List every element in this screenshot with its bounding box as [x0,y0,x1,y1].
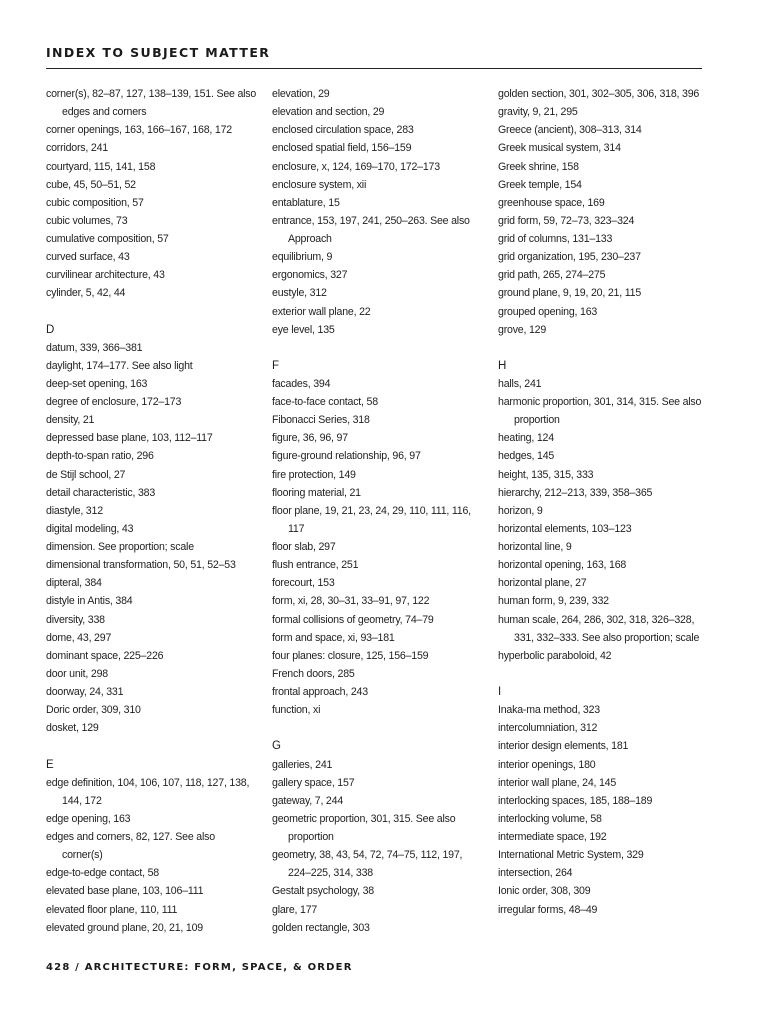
index-entry: cylinder, 5, 42, 44 [46,287,126,300]
index-entry: edge opening, 163 [46,812,131,825]
index-entry: four planes: closure, 125, 156–159 [272,649,429,662]
index-entry: edges and corners, 82, 127. See also corner(s) [46,831,215,862]
index-entry: curvilinear architecture, 43 [46,269,165,282]
index-entry: grid of columns, 131–133 [498,233,613,245]
index-entry: diversity, 338 [46,613,105,626]
index-entry: horizontal plane, 27 [498,577,587,590]
section-gap [272,339,484,357]
index-entry: elevation and section, 29 [272,106,385,119]
index-column-3 [498,85,710,919]
index-entry: grouped opening, 163 [498,305,598,318]
index-entry: heating, 124 [498,432,554,445]
index-entry: door unit, 298 [46,667,108,680]
index-entry: depressed base plane, 103, 112–117 [46,432,213,445]
index-entry: frontal approach, 243 [272,686,368,699]
section-gap [46,303,258,321]
page-header [46,44,702,69]
section-letter: G [272,740,281,753]
index-entry: flush entrance, 251 [272,559,359,572]
index-entry: hyperbolic paraboloid, 42 [498,649,612,662]
section-gap [46,737,258,755]
index-entry: geometry, 38, 43, 54, 72, 74–75, 112, 197, 224–225, 314, 338 [272,849,463,880]
index-entry: International Metric System, 329 [498,849,644,862]
index-column-2 [272,85,484,937]
index-entry: hierarchy, 212–213, 339, 358–365 [498,486,653,499]
index-entry: grid form, 59, 72–73, 323–324 [498,214,635,227]
index-entry: Greek shrine, 158 [498,160,579,173]
index-entry: gallery space, 157 [272,776,355,789]
index-entry: eye level, 135 [272,323,335,336]
index-entry: fire protection, 149 [272,468,356,481]
index-entry: French doors, 285 [272,667,355,680]
index-entry: cube, 45, 50–51, 52 [46,178,136,191]
index-entry: greenhouse space, 169 [498,196,605,209]
index-entry: grid path, 265, 274–275 [498,269,606,282]
index-entry: floor plane, 19, 21, 23, 24, 29, 110, 111, 116, 117 [272,504,471,535]
index-entry: hedges, 145 [498,450,555,463]
index-entry: enclosed circulation space, 283 [272,124,414,137]
index-entry: human scale, 264, 286, 302, 318, 326–328, 331, 332–333. See also proportion; scale [498,613,700,644]
index-entry: intermediate space, 192 [498,831,607,844]
index-entry: horizon, 9 [498,504,543,517]
index-entry: digital modeling, 43 [46,522,134,535]
index-entry: edge-to-edge contact, 58 [46,867,159,880]
index-entry: forecourt, 153 [272,577,335,590]
index-entry: equilibrium, 9 [272,251,333,264]
index-entry: geometric proportion, 301, 315. See also proportion [272,812,456,844]
index-entry: golden rectangle, 303 [272,921,370,934]
index-entry: density, 21 [46,414,95,427]
index-entry: gravity, 9, 21, 295 [498,106,578,119]
index-entry: figure-ground relationship, 96, 97 [272,450,421,463]
index-entry: enclosure, x, 124, 169–170, 172–173 [272,160,440,173]
index-entry: elevated floor plane, 110, 111 [46,903,178,916]
index-entry: cumulative composition, 57 [46,233,169,245]
index-entry: interlocking volume, 58 [498,812,602,825]
index-entry: corner(s), 82–87, 127, 138–139, 151. See also edges and corners [46,88,257,119]
index-entry: Fibonacci Series, 318 [272,414,370,427]
index-entry: cubic composition, 57 [46,196,144,209]
index-entry: detail characteristic, 383 [46,486,156,499]
index-entry: elevation, 29 [272,88,330,100]
index-entry: entablature, 15 [272,196,340,209]
index-entry: figure, 36, 96, 97 [272,432,348,445]
index-entry: floor slab, 297 [272,541,336,554]
index-entry: grid organization, 195, 230–237 [498,251,641,264]
index-entry: face-to-face contact, 58 [272,396,378,409]
section-letter: I [498,686,501,699]
index-entry: intersection, 264 [498,867,573,880]
index-entry: dominant space, 225–226 [46,649,164,662]
index-entry: Ionic order, 308, 309 [498,885,591,898]
index-entry: entrance, 153, 197, 241, 250–263. See also Approach [272,214,470,245]
index-entry: dosket, 129 [46,722,99,735]
index-entry: Greek musical system, 314 [498,142,621,155]
index-entry: irregular forms, 48–49 [498,903,598,916]
index-entry: distyle in Antis, 384 [46,595,133,608]
index-entry: interior openings, 180 [498,758,596,771]
section-letter: F [272,359,279,372]
index-entry: interlocking spaces, 185, 188–189 [498,794,653,807]
index-entry: dimensional transformation, 50, 51, 52–53 [46,559,236,572]
section-letter: E [46,758,54,771]
section-gap [272,719,484,737]
index-entry: cubic volumes, 73 [46,214,128,227]
index-entry: Gestalt psychology, 38 [272,885,374,898]
index-entry: elevated ground plane, 20, 21, 109 [46,921,203,934]
page-title: INDEX TO SUBJECT MATTER [46,45,271,60]
index-entry: harmonic proportion, 301, 314, 315. See also proportion [498,396,702,427]
index-entry: height, 135, 315, 333 [498,468,594,481]
index-entry: intercolumniation, 312 [498,722,598,735]
page-footer: 428 / ARCHITECTURE: FORM, SPACE, & ORDER [46,962,353,973]
index-column-1 [46,85,258,937]
index-entry: horizontal opening, 163, 168 [498,559,627,572]
section-gap [498,339,710,357]
index-entry: de Stijl school, 27 [46,468,126,481]
index-entry: flooring material, 21 [272,486,361,499]
index-entry: datum, 339, 366–381 [46,341,143,354]
index-entry: Inaka-ma method, 323 [498,704,600,717]
index-entry: dipteral, 384 [46,577,102,590]
index-entry: diastyle, 312 [46,504,103,517]
index-entry: enclosure system, xii [272,178,367,191]
section-gap [498,665,710,683]
index-entry: dome, 43, 297 [46,631,112,644]
index-entry: form, xi, 28, 30–31, 33–91, 97, 122 [272,595,430,608]
index-entry: galleries, 241 [272,758,333,771]
index-entry: corridors, 241 [46,142,108,155]
index-entry: ground plane, 9, 19, 20, 21, 115 [498,287,642,300]
index-entry: formal collisions of geometry, 74–79 [272,613,434,626]
section-letter: H [498,359,507,372]
index-entry: form and space, xi, 93–181 [272,631,395,644]
index-entry: ergonomics, 327 [272,269,348,282]
index-entry: degree of enclosure, 172–173 [46,396,182,409]
index-entry: elevated base plane, 103, 106–111 [46,885,204,898]
index-entry: exterior wall plane, 22 [272,305,371,318]
index-entry: glare, 177 [272,903,318,916]
index-entry: eustyle, 312 [272,287,327,300]
index-entry: Doric order, 309, 310 [46,704,141,717]
index-entry: Greece (ancient), 308–313, 314 [498,124,642,137]
index-entry: daylight, 174–177. See also light [46,359,193,372]
index-entry: interior wall plane, 24, 145 [498,776,617,789]
index-entry: curved surface, 43 [46,251,130,264]
index-entry: dimension. See proportion; scale [46,541,194,554]
index-entry: edge definition, 104, 106, 107, 118, 127, 138, 144, 172 [46,776,250,807]
index-entry: grove, 129 [498,323,547,336]
index-entry: depth-to-span ratio, 296 [46,450,154,463]
index-entry: deep-set opening, 163 [46,377,148,390]
index-entry: facades, 394 [272,377,331,390]
index-entry: horizontal elements, 103–123 [498,522,632,535]
index-entry: golden section, 301, 302–305, 306, 318, 396 [498,88,700,100]
index-entry: horizontal line, 9 [498,541,572,554]
index-entry: halls, 241 [498,377,542,390]
index-entry: function, xi [272,704,321,717]
index-entry: doorway, 24, 331 [46,686,124,699]
index-entry: gateway, 7, 244 [272,794,344,807]
index-entry: human form, 9, 239, 332 [498,595,609,608]
index-entry: courtyard, 115, 141, 158 [46,160,156,173]
index-entry: Greek temple, 154 [498,178,582,191]
index-entry: interior design elements, 181 [498,740,629,753]
section-letter: D [46,323,55,336]
index-entry: corner openings, 163, 166–167, 168, 172 [46,124,232,137]
index-entry: enclosed spatial field, 156–159 [272,142,412,155]
